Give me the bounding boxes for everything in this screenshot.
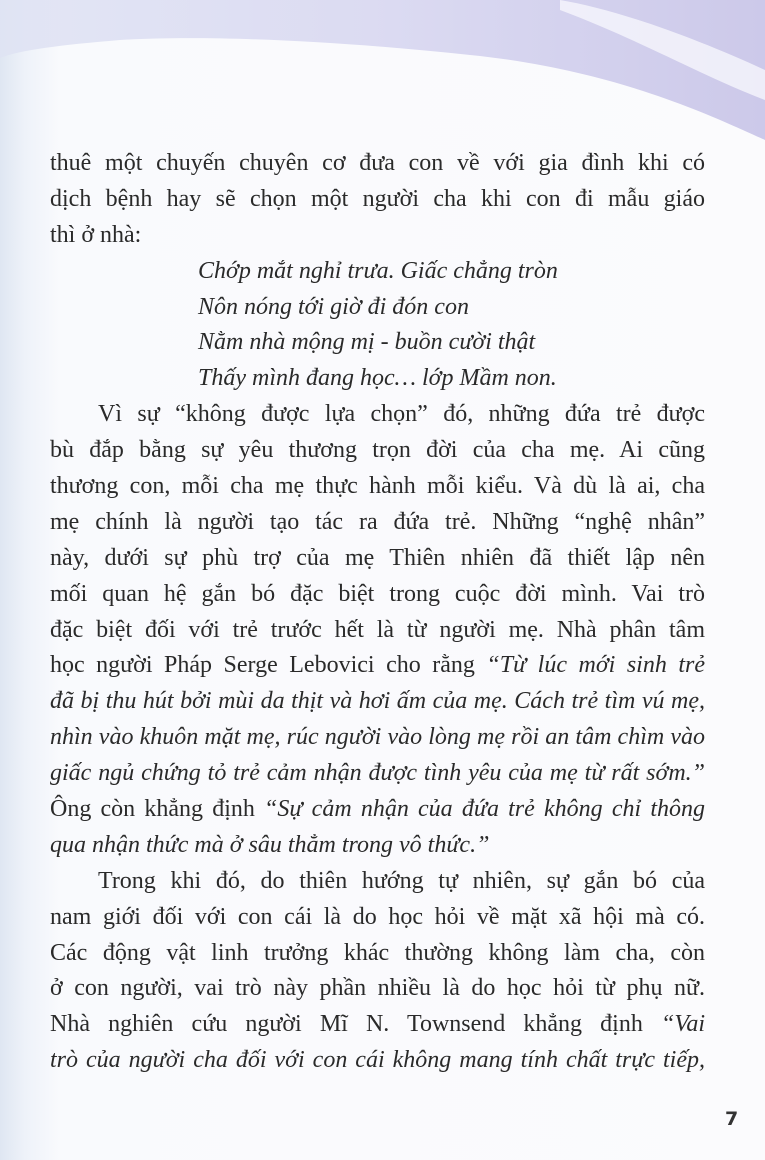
poem-line: Nằm nhà mộng mị - buồn cười thật <box>198 329 536 356</box>
poem-line: Thấy mình đang học… lớp Mầm non. <box>198 365 557 392</box>
poem-line: Chớp mắt nghỉ trưa. Giấc chẳng tròn <box>198 257 558 284</box>
text-line: học người Pháp Serge Lebovici cho rằng “Từ lúc mới sinh trẻ <box>50 652 706 679</box>
text-line: Trong khi đó, do thiên hướng tự nhiên, sự gắn bó của <box>98 867 705 894</box>
text-line: nam giới đối với con cái là do học hỏi về mặt xã hội mà có. <box>50 903 705 930</box>
quote-line: nhìn vào khuôn mặt mẹ, rúc người vào lòng mẹ rồi an tâm chìm vào <box>50 724 705 751</box>
text-line: dịch bệnh hay sẽ chọn một người cha khi con đi mẫu giáo <box>50 185 705 212</box>
quote-text: “Sự cảm nhận của đứa trẻ không chỉ thông <box>264 796 705 823</box>
text-line: thương con, mỗi cha mẹ thực hành mỗi kiểu. Và dù là ai, cha <box>50 473 705 500</box>
text-line: đặc biệt đối với trẻ trước hết là từ người mẹ. Nhà phân tâm <box>50 616 705 643</box>
page-body <box>50 146 705 1079</box>
poem-line: Nôn nóng tới giờ đi đón con <box>198 293 469 320</box>
text-line: thì ở nhà: <box>50 221 142 248</box>
quote-text: “Từ lúc mới sinh trẻ <box>486 652 706 679</box>
quote-line: qua nhận thức mà ở sâu thẳm trong vô thức.” <box>50 831 490 858</box>
page-number: 7 <box>725 1108 739 1130</box>
text-line: bù đắp bằng sự yêu thương trọn đời của cha mẹ. Ai cũng <box>50 437 705 464</box>
text-line: này, dưới sự phù trợ của mẹ Thiên nhiên đã thiết lập nên <box>50 544 705 571</box>
text-line: ở con người, vai trò này phần nhiều là do học hỏi từ phụ nữ. <box>50 975 705 1002</box>
text-line: thuê một chuyến chuyên cơ đưa con về với gia đình khi có <box>50 150 705 176</box>
text-line: mẹ chính là người tạo tác ra đứa trẻ. Những “nghệ nhân” <box>50 508 705 535</box>
quote-line: trò của người cha đối với con cái không mang tính chất trực tiếp, <box>50 1047 705 1074</box>
quote-line: đã bị thu hút bởi mùi da thịt và hơi ấm của mẹ. Cách trẻ tìm vú mẹ, <box>50 688 705 715</box>
text-line: Nhà nghiên cứu người Mĩ N. Townsend khẳng định “Vai <box>50 1011 705 1038</box>
text-line: Các động vật linh trưởng khác thường không làm cha, còn <box>50 939 705 966</box>
quote-line: giấc ngủ chứng tỏ trẻ cảm nhận được tình yêu của mẹ từ rất sớm.” <box>50 760 705 787</box>
text-line: Ông còn khẳng định “Sự cảm nhận của đứa trẻ không chỉ thông <box>50 796 705 823</box>
quote-text: “Vai <box>660 1011 705 1038</box>
text-line: mối quan hệ gắn bó đặc biệt trong cuộc đời mình. Vai trò <box>50 580 705 607</box>
text-line: Vì sự “không được lựa chọn” đó, những đứa trẻ được <box>98 401 705 428</box>
